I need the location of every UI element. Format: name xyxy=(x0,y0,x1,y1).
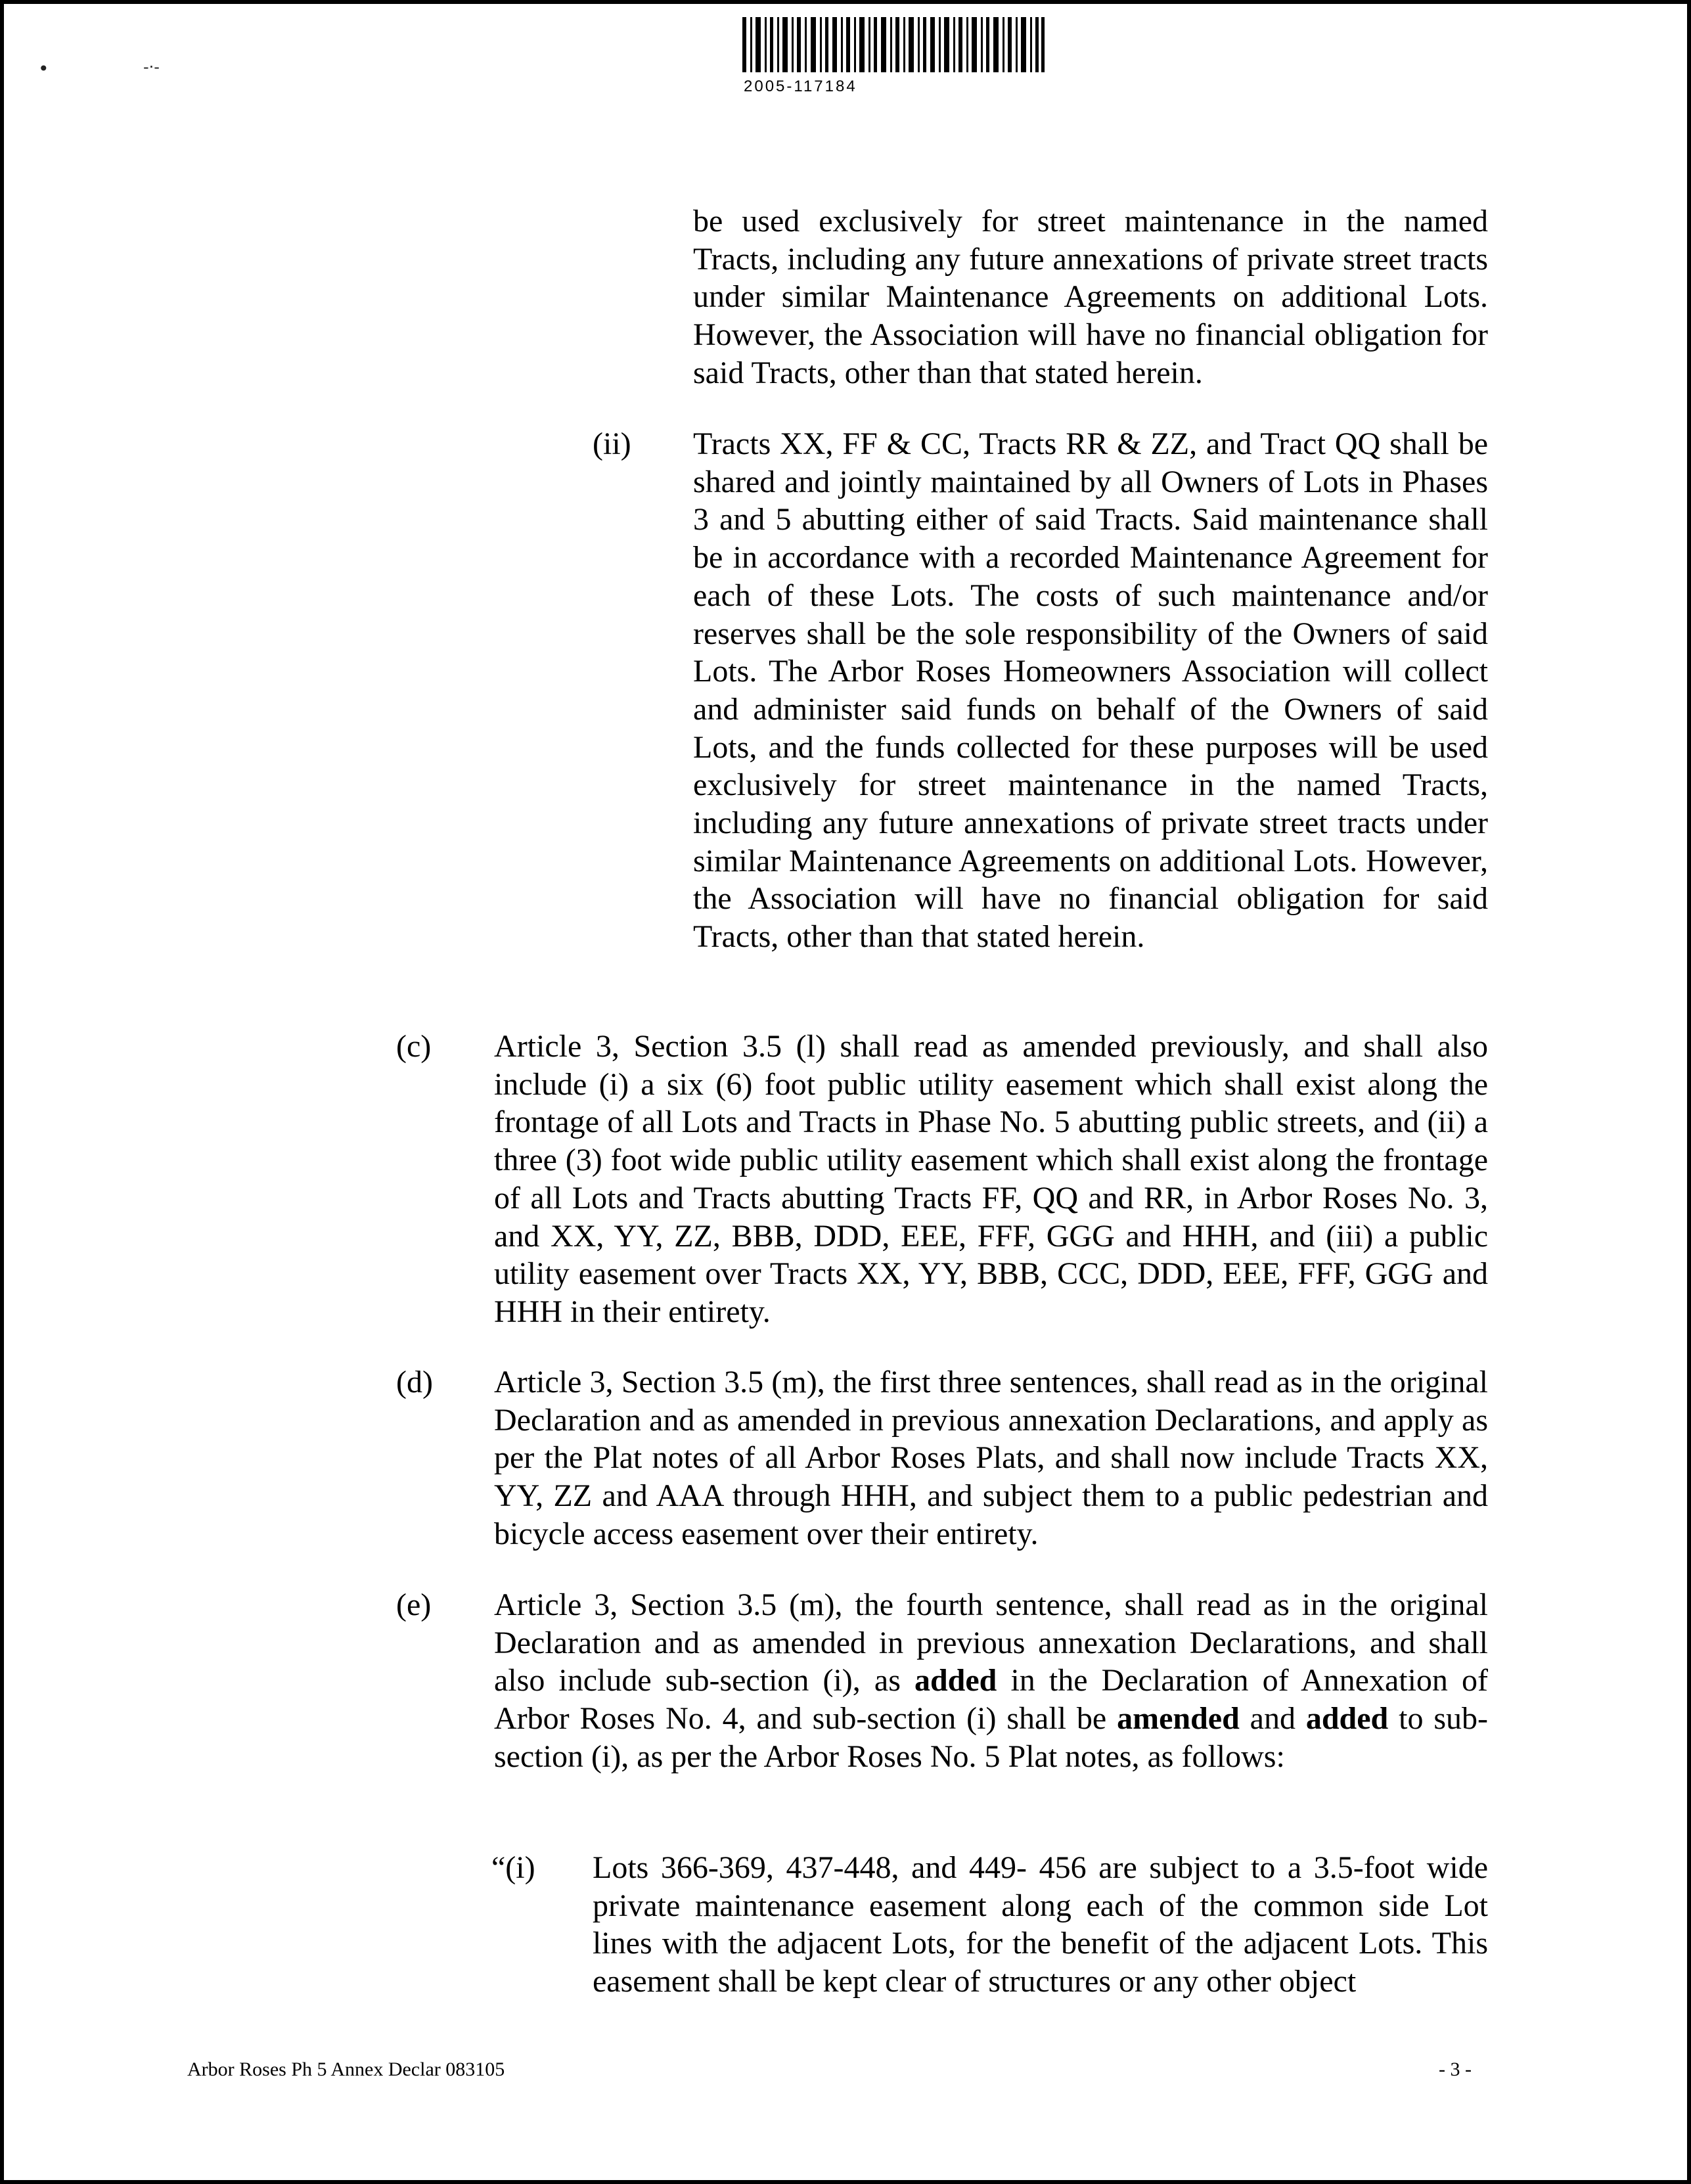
scan-speck-mark: • xyxy=(38,58,49,80)
bold-term: amended xyxy=(1117,1701,1240,1737)
item-marker-c: (c) xyxy=(396,1029,432,1064)
paragraph-c xyxy=(494,1028,1488,1331)
bold-term: added xyxy=(1305,1701,1389,1737)
bold-term: added xyxy=(914,1663,997,1698)
paragraph-e xyxy=(494,1586,1488,1776)
barcode-graphic xyxy=(742,17,1045,72)
text-run: to sub-section (i), as per the Arbor Roses No. 5 Plat notes, as follows: xyxy=(494,1701,1489,1774)
scan-speck-mark: -·- xyxy=(143,58,160,76)
item-marker-quote-i: “(i) xyxy=(491,1850,535,1885)
item-marker-d: (d) xyxy=(396,1365,433,1399)
document-number: 2005-117184 xyxy=(744,78,857,95)
continuation-paragraph xyxy=(693,202,1488,392)
paragraph-d xyxy=(494,1363,1488,1553)
paragraph-text xyxy=(494,1586,1488,1776)
item-marker-ii: (ii) xyxy=(593,426,631,461)
paragraph-quote-i xyxy=(593,1849,1488,2001)
paragraph-text: Article 3, Section 3.5 (m), the first three sentences, shall read as in the original Declaration and as amended in previous annexation Declarations, and apply as per the Plat notes of all Arbor Roses Plats, and shall now include Tracts XX, YY, ZZ and AAA through HHH, and subject them to a public pedestrian and bicycle access easement over their entirety. xyxy=(494,1365,1488,1551)
paragraph-text: be used exclusively for street maintenance in the named Tracts, including any future annexations of private street tracts under similar Maintenance Agreements on additional Lots. However, the Association will have no financial obligation for said Tracts, other than that stated herein. xyxy=(693,204,1488,390)
footer-document-label: Arbor Roses Ph 5 Annex Declar 083105 xyxy=(187,2059,505,2080)
paragraph-text: Tracts XX, FF & CC, Tracts RR & ZZ, and Tract QQ shall be shared and jointly maintained by all Owners of Lots in Phases 3 and 5 abutting either of said Tracts. Said maintenance shall be in accordance with a recorded Maintenance Agreement for each of these Lots. The costs of such maintenance and/or reserves shall be the sole responsibility of the Owners of said Lots. The Arbor Roses Homeowners Association will collect and administer said funds on behalf of the Owners of said Lots, and the funds collected for these purposes will be used exclusively for street maintenance in the named Tracts, including any future annexations of private street tracts under similar Maintenance Agreements on additional Lots. However, the Association will have no financial obligation for said Tracts, other than that stated herein. xyxy=(693,426,1488,955)
text-run: and xyxy=(1239,1701,1306,1737)
text-run: in the Declaration of Annexation of Arbor Roses No. 4, and sub-section (i) shall be xyxy=(494,1663,1489,1737)
page-number: - 3 - xyxy=(1439,2059,1472,2080)
text-run: Article 3, Section 3.5 (m), the fourth sentence, shall read as in the original Declaration and as amended in previous annexation Declarations, and shall also include sub-section (i), as xyxy=(494,1587,1488,1698)
item-marker-e: (e) xyxy=(396,1587,432,1622)
paragraph-text: Lots 366-369, 437-448, and 449- 456 are subject to a 3.5-foot wide private maintenance easement along each of the common side Lot lines with the adjacent Lots, for the benefit of the adjacent Lots. This easement shall be kept clear of structures or any other object xyxy=(593,1850,1488,1999)
paragraph-ii xyxy=(693,425,1488,956)
paragraph-text: Article 3, Section 3.5 (l) shall read as amended previously, and shall also include (i) a six (6) foot public utility easement which shall exist along the frontage of all Lots and Tracts in Phase No. 5 abutting public streets, and (ii) a three (3) foot wide public utility easement which shall exist along the frontage of all Lots and Tracts abutting Tracts FF, QQ and RR, in Arbor Roses No. 3, and XX, YY, ZZ, BBB, DDD, EEE, FFF, GGG and HHH, and (iii) a public utility easement over Tracts XX, YY, BBB, CCC, DDD, EEE, FFF, GGG and HHH in their entirety. xyxy=(494,1029,1488,1329)
